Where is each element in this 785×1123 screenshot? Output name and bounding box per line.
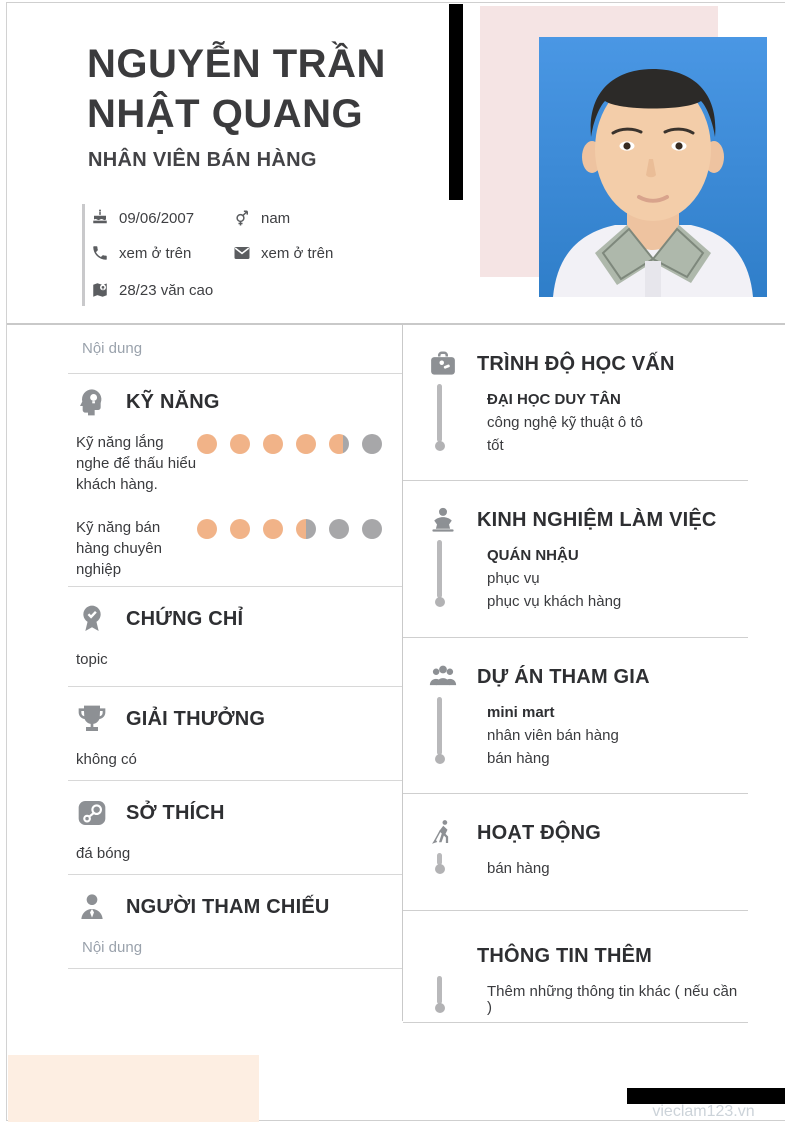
profile-photo xyxy=(539,37,767,297)
entry-line[interactable]: mini mart xyxy=(487,704,555,721)
candidate-name[interactable] xyxy=(87,39,386,139)
desk-worker-icon xyxy=(428,505,458,535)
section-skills-header xyxy=(7,374,402,418)
entry-line[interactable]: bán hàng xyxy=(487,750,550,767)
skill-rating-dot[interactable] xyxy=(197,434,217,454)
section-hobbies xyxy=(7,781,402,875)
candidate-name-line1: NGUYỄN TRẦN xyxy=(87,42,386,86)
section-projects-body xyxy=(403,692,748,767)
timeline-bar xyxy=(437,853,442,865)
section-certificates-header xyxy=(7,587,402,635)
section-experience-body xyxy=(403,535,748,610)
briefcase-icon xyxy=(428,349,458,379)
skill-item xyxy=(7,432,402,495)
skill-rating xyxy=(197,517,382,580)
steam-icon xyxy=(76,797,108,829)
section-education-title: TRÌNH ĐỘ HỌC VẤN xyxy=(477,353,675,375)
entry-line[interactable]: phục vụ khách hàng xyxy=(487,593,622,610)
contact-value[interactable]: 09/06/2007 xyxy=(119,209,195,227)
birthday-cake-icon xyxy=(91,209,109,227)
section-activities-title: HOẠT ĐỘNG xyxy=(477,822,602,844)
section-activities-header xyxy=(403,794,748,848)
entry-line[interactable]: Thêm những thông tin khác ( nếu cần ) xyxy=(487,983,738,1016)
left-sections xyxy=(7,587,402,969)
head-idea-icon xyxy=(76,386,108,418)
skill-label[interactable]: Kỹ năng lắng nghe để thấu hiểu khách hàng. xyxy=(76,434,197,493)
section-awards xyxy=(7,687,402,781)
entry-line[interactable]: công nghệ kỹ thuật ô tô xyxy=(487,414,643,431)
contact-value[interactable]: xem ở trên xyxy=(119,244,192,262)
skill-rating-dot[interactable] xyxy=(230,434,250,454)
section-projects-title: DỰ ÁN THAM GIA xyxy=(477,666,650,688)
skill-rating-dot[interactable] xyxy=(329,519,349,539)
skill-rating-dot[interactable] xyxy=(296,434,316,454)
skill-rating-dot[interactable] xyxy=(230,519,250,539)
section-more-info-title: THÔNG TIN THÊM xyxy=(477,945,653,967)
section-certificates-title: CHỨNG CHỈ xyxy=(126,608,244,630)
section-hobbies-content[interactable]: đá bóng xyxy=(76,845,131,862)
trophy-icon xyxy=(76,703,108,735)
skill-rating-dot[interactable] xyxy=(362,519,382,539)
skill-rating-dot[interactable] xyxy=(329,434,349,454)
section-hobbies-header xyxy=(7,781,402,829)
candidate-name-line2: NHẬT QUANG xyxy=(87,92,364,136)
skill-rating-dot[interactable] xyxy=(362,434,382,454)
section-education-header xyxy=(403,325,748,379)
map-pin-icon xyxy=(91,281,109,299)
section-awards-content[interactable]: không có xyxy=(76,751,137,768)
section-awards-header xyxy=(7,687,402,735)
section-activities-body xyxy=(403,848,748,877)
timeline-bar xyxy=(437,697,442,755)
section-experience-title: KINH NGHIỆM LÀM VIỆC xyxy=(477,509,717,531)
content-placeholder-field[interactable]: Nội dung xyxy=(82,340,143,357)
skill-rating-dot[interactable] xyxy=(263,434,283,454)
section-activities xyxy=(403,794,748,911)
contact-item xyxy=(91,244,191,262)
skill-list xyxy=(7,432,402,580)
phone-icon xyxy=(91,244,109,262)
section-awards-title: GIẢI THƯỞNG xyxy=(126,708,266,730)
section-references-header xyxy=(7,875,402,923)
mail-icon xyxy=(233,244,251,262)
contact-value[interactable]: nam xyxy=(261,209,291,227)
section-education xyxy=(403,325,748,481)
section-references-content[interactable]: Nội dung xyxy=(82,939,143,956)
contact-item xyxy=(233,209,290,227)
entry-line[interactable]: ĐẠI HỌC DUY TÂN xyxy=(487,391,621,408)
right-column xyxy=(402,325,748,1021)
section-experience xyxy=(403,481,748,638)
contact-item xyxy=(91,209,194,227)
section-hobbies-title: SỞ THÍCH xyxy=(126,802,225,824)
job-title[interactable]: NHÂN VIÊN BÁN HÀNG xyxy=(88,149,317,171)
timeline-bar xyxy=(437,384,442,442)
skill-rating-dot[interactable] xyxy=(296,519,316,539)
section-skills-title: KỸ NĂNG xyxy=(126,391,220,413)
peach-accent-block xyxy=(8,1055,259,1122)
entry-line[interactable]: QUÁN NHẬU xyxy=(487,547,579,564)
contact-item xyxy=(233,244,333,262)
section-more-info xyxy=(403,911,748,1023)
medal-icon xyxy=(76,603,108,635)
contact-value[interactable]: 28/23 văn cao xyxy=(119,281,214,299)
skill-rating-dot[interactable] xyxy=(263,519,283,539)
skill-rating-dot[interactable] xyxy=(197,519,217,539)
section-skills xyxy=(7,374,402,587)
section-experience-header xyxy=(403,481,748,535)
entry-line[interactable]: phục vụ xyxy=(487,570,540,587)
entry-line[interactable]: bán hàng xyxy=(487,860,550,877)
section-projects-header xyxy=(403,638,748,692)
section-divider xyxy=(68,968,402,969)
section-certificates-content[interactable]: topic xyxy=(76,651,108,668)
skill-label[interactable]: Kỹ năng bán hàng chuyên nghiệp xyxy=(76,519,162,578)
cv-page xyxy=(6,2,785,1121)
contact-value[interactable]: xem ở trên xyxy=(261,244,334,262)
section-certificates xyxy=(7,587,402,687)
black-accent-bar xyxy=(449,4,463,200)
watermark: vieclam123.vn xyxy=(652,1103,755,1120)
black-footer-bar xyxy=(627,1088,785,1104)
section-more-info-body xyxy=(403,971,748,1016)
person-icon xyxy=(76,891,108,923)
section-projects xyxy=(403,638,748,794)
gender-icon xyxy=(233,209,251,227)
section-education-body xyxy=(403,379,748,454)
left-column xyxy=(7,325,402,969)
contact-item xyxy=(91,281,213,299)
timeline-bar xyxy=(437,540,442,598)
content-placeholder-row xyxy=(7,325,402,374)
entry-line[interactable]: tốt xyxy=(487,437,504,454)
section-references xyxy=(7,875,402,969)
timeline-bar xyxy=(437,976,442,1004)
section-references-title: NGƯỜI THAM CHIẾU xyxy=(126,896,330,918)
entry-line[interactable]: nhân viên bán hàng xyxy=(487,727,619,744)
sweeper-icon xyxy=(428,818,458,848)
skill-rating xyxy=(197,432,382,495)
section-more-info-header xyxy=(403,911,748,971)
skill-item xyxy=(7,517,402,580)
contact-divider-bar xyxy=(82,204,85,306)
group-icon xyxy=(428,662,458,692)
